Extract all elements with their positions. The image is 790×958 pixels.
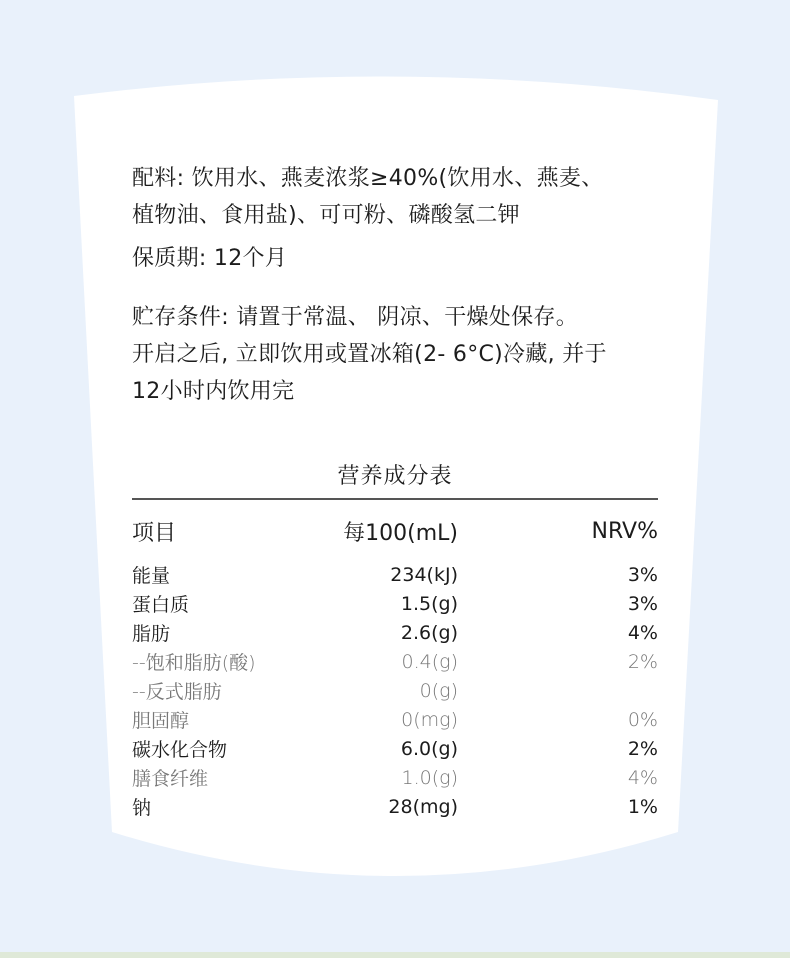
nutrient-name: 钠 — [132, 797, 152, 819]
table-row — [132, 560, 658, 589]
nutrient-name: 碳水化合物 — [132, 739, 228, 761]
nutrient-nrv: 1% — [627, 795, 658, 818]
nutrient-value: 234(kJ) — [390, 563, 458, 586]
header-nrv: NRV% — [591, 518, 658, 544]
nutrient-name: 蛋白质 — [132, 594, 190, 616]
nutrient-nrv: 0% — [627, 708, 658, 731]
table-row — [132, 618, 658, 647]
ingredients-line-2: 植物油、食用盐)、可可粉、磷酸氢二钾 — [132, 203, 520, 228]
nutrient-value: 0.4(g) — [401, 650, 458, 673]
nutrient-value: 1.5(g) — [400, 592, 458, 615]
nutrient-nrv: 4% — [627, 766, 658, 789]
nutrition-title: 营养成分表 — [337, 464, 453, 489]
table-header — [132, 500, 658, 560]
nutrient-value: 0(mg) — [401, 708, 458, 731]
table-row — [132, 734, 658, 763]
table-row — [132, 763, 658, 792]
nutrient-nrv: 2% — [627, 650, 658, 673]
nutrient-nrv: 4% — [627, 621, 658, 644]
table-row — [132, 647, 658, 676]
table-row — [132, 705, 658, 734]
nutrient-name: --反式脂肪 — [132, 681, 222, 703]
header-item: 项目 — [132, 520, 177, 546]
ingredients-text — [132, 160, 672, 234]
table-row — [132, 676, 658, 705]
table-body — [132, 560, 658, 821]
storage-line-1: 贮存条件: 请置于常温、 阴凉、干燥处保存。 — [132, 305, 578, 330]
shelf-life-text: 保质期: 12个月 — [132, 246, 288, 271]
table-row — [132, 792, 658, 821]
nutrient-nrv: 3% — [627, 592, 658, 615]
nutrient-name: 脂肪 — [132, 623, 171, 645]
nutrient-nrv: 2% — [627, 737, 658, 760]
ingredients-line-1: 配料: 饮用水、燕麦浓浆≥40%(饮用水、燕麦、 — [132, 166, 604, 191]
storage-line-2: 开启之后, 立即饮用或置冰箱(2- 6°C)冷藏, 并于 — [132, 342, 607, 367]
nutrient-nrv: 3% — [627, 563, 658, 586]
bottom-strip — [0, 952, 790, 958]
nutrient-name: 胆固醇 — [132, 710, 190, 732]
nutrient-value: 6.0(g) — [400, 737, 458, 760]
storage-line-3: 12小时内饮用完 — [132, 379, 295, 404]
text-block — [132, 160, 672, 410]
table-row — [132, 589, 658, 618]
nutrient-name: 膳食纤维 — [132, 768, 209, 790]
nutrient-value: 0(g) — [419, 679, 458, 702]
nutrient-value: 1.0(g) — [401, 766, 458, 789]
storage-text — [132, 299, 672, 410]
header-per100: 每100(mL) — [343, 520, 458, 546]
nutrient-value: 2.6(g) — [400, 621, 458, 644]
nutrient-value: 28(mg) — [388, 795, 458, 818]
nutrition-table — [132, 458, 658, 821]
nutrient-name: 能量 — [132, 565, 171, 587]
nutrient-name: --饱和脂肪(酸) — [132, 652, 256, 674]
